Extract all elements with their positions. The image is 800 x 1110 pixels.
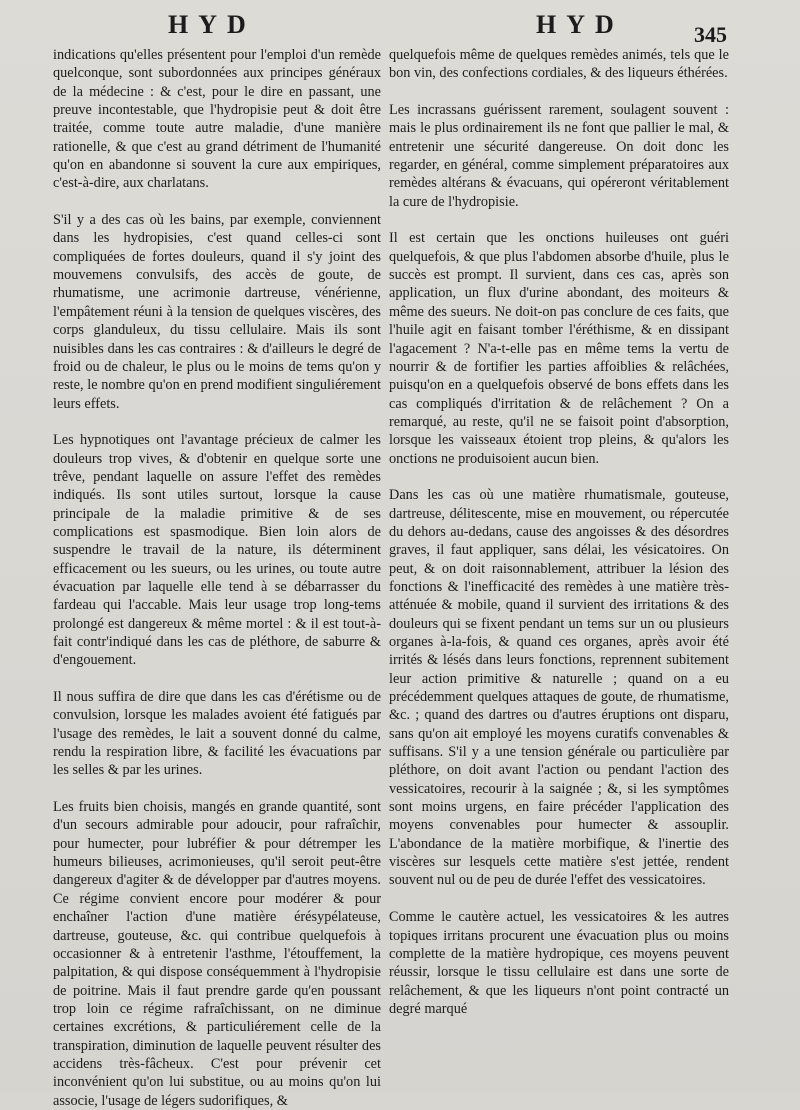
- page-header: [0, 10, 800, 46]
- paragraph: quelquefois même de quelques remèdes animés, tels que le bon vin, des confections cordiales, & des liqueurs éthérées.: [389, 47, 729, 82]
- paragraph: Comme le cautère actuel, les vessicatoires & les autres topiques irritans procurent une évacuation plus ou moins complette de la matière hydropique, ces moyens peuvent réussir, lorsque le tissu cellulaire est dans une sorte de relâchement, & que les liqueurs n'ont point contracté un degré marqué: [389, 909, 729, 1017]
- right-column: [389, 46, 729, 1018]
- paragraph: Les incrassans guérissent rarement, soulagent souvent : mais le plus ordinairement ils ne font que pallier le mal, & entretenir une sécurité dangereuse. On doit donc les regarder, en général, comme simplement préparatoires aux remèdes altérans & évacuans, qui opéreront véritablement la cure de l'hydropisie.: [389, 102, 729, 210]
- paragraph: Il nous suffira de dire que dans les cas d'érétisme ou de convulsion, lorsque les malades avoient été fatigués par l'usage des remèdes, le lait a souvent donné du calme, rendu la respiration libre, & facilité les évacuations par les selles & par les urines.: [53, 689, 381, 779]
- paragraph: Les hypnotiques ont l'avantage précieux de calmer les douleurs trop vives, & d'obtenir en quelque sorte une trêve, pendant laquelle on assure l'effet des remèdes indiqués. Ils sont utiles surtout, lorsque la cause principale de la maladie primitive & de ses complications est spasmodique. Bien loin alors de suspendre le travail de la nature, ils déterminent efficacement ou les sueurs, ou les urines, ou toute autre évacuation par laquelle elle tend à se débarrasser du fardeau qui l'accable. Mais leur usage trop long-tems prolongé est dangereux & même mortel : & il est tout-à-fait contr'indiqué dans les cas de pléthore, de saburre & d'engouement.: [53, 432, 381, 669]
- paragraph: Les fruits bien choisis, mangés en grande quantité, sont d'un secours admirable pour adoucir, pour rafraîchir, pour humecter, pour lubréfier & pour détremper les humeurs bilieuses, acrimonieuses, qu'il seroit peut-être dangereux d'agiter & de développer par d'autres moyens. Ce régime convient encore pour modérer & pour enchaîner l'action d'une matière érésypélateuse, dartreuse, gouteuse, &c. qui contribue quelquefois à occasionner & à entretenir l'asthme, l'étouffement, la palpitation, & qui dispose conséquemment à l'hydropisie de poitrine. Mais il faut prendre garde qu'en poussant trop loin ce régime rafraîchissant, on ne diminue certaines excrétions, & particuliérement celle de la transpiration, diminution de laquelle peuvent résulter des accidens très-fâcheux. C'est pour prévenir cet inconvénient qu'on lui substitue, ou au moins qu'on lui associe, l'usage de légers sudorifiques, &: [53, 799, 381, 1109]
- paragraph: Dans les cas où une matière rhumatismale, gouteuse, dartreuse, délitescente, mise en mouvement, ou répercutée du dehors au-dedans, cause des angoisses & des désordres graves, il faut appliquer, sans délai, les vésicatoires. On peut, & on doit raisonnablement, attribuer la lésion des fonctions & l'inefficacité des remèdes à une matière très-atténuée & mobile, quand il survient des irritations & des douleurs qui se fixent pendant un tems sur un ou plusieurs organes à-la-fois, & quand ces organes, après avoir été irrités & lésés dans leurs fonctions, reprennent subitement leur action primitive & naturelle ; quand on a eu précédemment quelques attaques de goute, de rhumatisme, &c. ; quand des dartres ou d'autres éruptions ont disparu, sans qu'on ait employé les moyens curatifs convenables & suffisans. S'il y a une tension générale ou particulière par pléthore, on doit avant l'action ou pendant l'action des vessicatoires, recourir à la saignée ; &, si les symptômes sont moins urgens, en faire précéder l'application des moyens convenables pour humecter & assouplir. L'abondance de la matière morbifique, & l'inertie des viscères sur lesquels cette matière s'est jettée, rendent souvent nul ou de peu de durée l'effet des vessicatoires.: [389, 487, 729, 889]
- running-head-right: HYD: [536, 10, 624, 39]
- running-head-left: HYD: [168, 10, 256, 39]
- page-number: 345: [694, 22, 727, 47]
- paragraph: S'il y a des cas où les bains, par exemple, conviennent dans les hydropisies, c'est quand celles-ci sont compliquées de fortes douleurs, quand il s'y joint des mouvemens convulsifs, des accès de goute, de rhumatisme, une acrimonie dartreuse, vénérienne, l'empâtement réuni à la tension de quelques viscères, des corps glanduleux, du tissu cellulaire. Mais ils sont nuisibles dans les cas contraires : & d'ailleurs le degré de froid ou de chaleur, le plus ou le moins de tems qu'on y reste, le nombre qu'on en prend modifient singuliérement leurs effets.: [53, 212, 381, 412]
- paragraph: Il est certain que les onctions huileuses ont guéri quelquefois, & que plus l'abdomen absorbe d'huile, plus le succès est prompt. Il survient, dans ces cas, après son application, un flux d'urine abondant, des moiteurs & même des sueurs. Ne doit-on pas conclure de ces faits, que l'huile agit en faisant tomber l'éréthisme, & en dissipant l'agacement ? N'a-t-elle pas en même tems la vertu de nourrir & de fortifier les parties affoiblies & relâchées, puisqu'on en a quelquefois observé de bons effets dans les cas compliqués d'irritation & de relâchement ? On a remarqué, au reste, qu'il ne se faisoit point d'absorption, lorsque les vaisseaux étoient trop pleins, & qu'alors les onctions ne produisoient aucun bien.: [389, 230, 729, 467]
- paragraph: indications qu'elles présentent pour l'emploi d'un remède quelconque, sont subordonnées aux principes généraux de la médecine : & c'est, pour le dire en passant, une preuve incontestable, que l'hydropisie peut & doit être traitée, comme toute autre maladie, d'une manière rationelle, & que c'est au grand détriment de l'humanité qu'on en abandonne si souvent la cure aux empiriques, c'est-à-dire, aux charlatans.: [53, 47, 381, 192]
- left-column: [53, 46, 381, 1110]
